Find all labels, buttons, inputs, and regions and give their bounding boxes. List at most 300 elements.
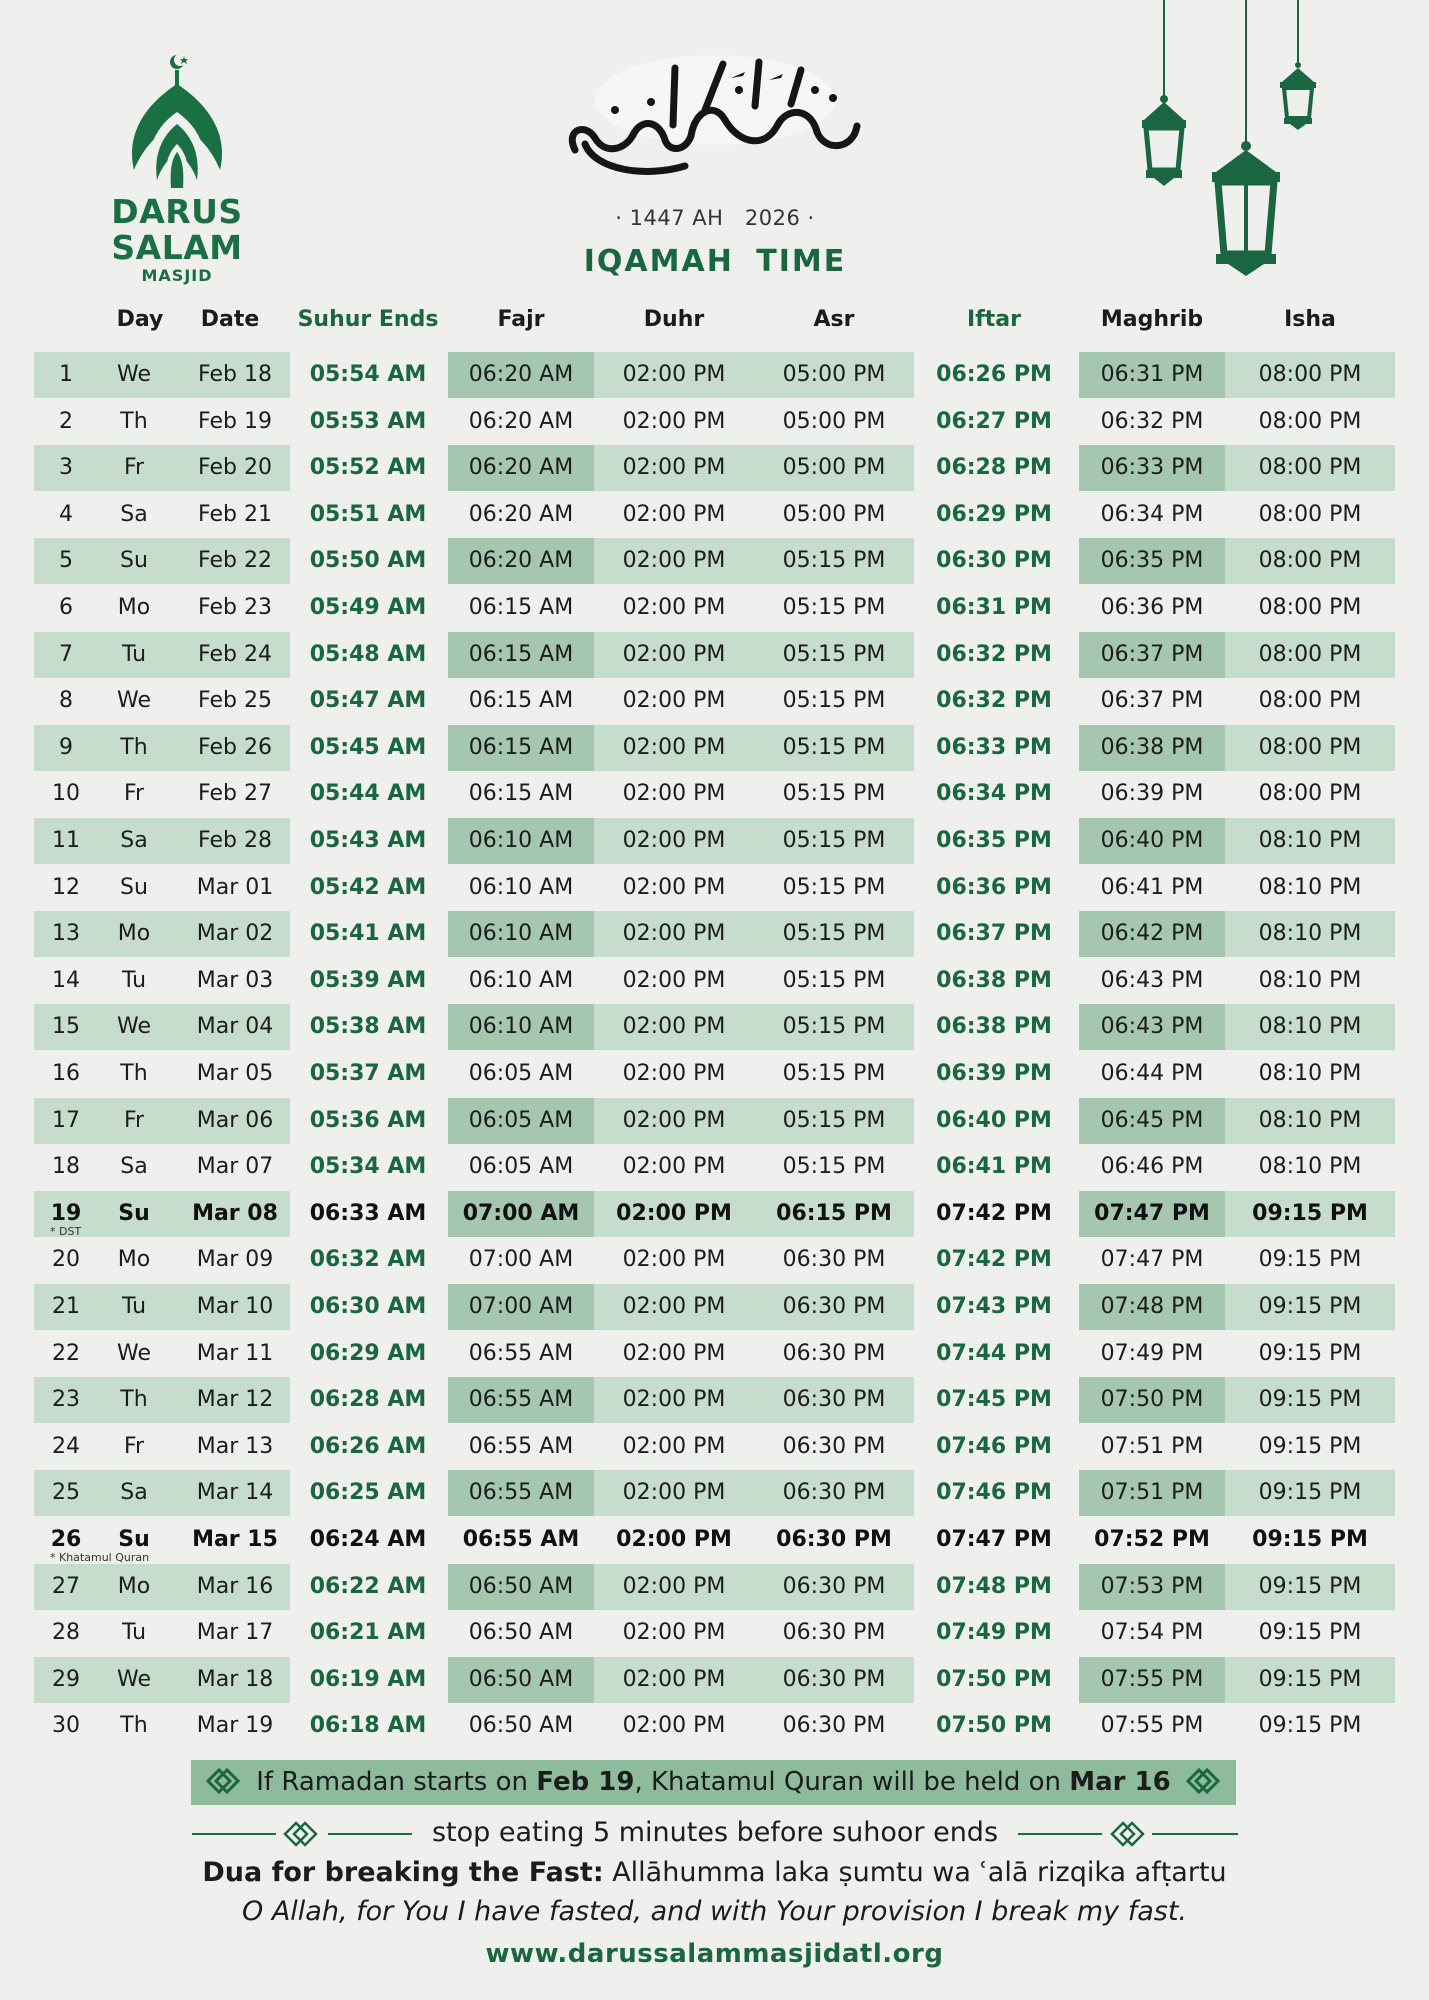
cell-maghrib: 07:48 PM: [1100, 1294, 1204, 1319]
cell-suhur: 05:36 AM: [309, 1107, 427, 1133]
cell-fajr: 06:55 AM: [468, 1433, 574, 1459]
cell-duhr: 02:00 PM: [622, 1154, 726, 1180]
cell-iftar: 06:33 PM: [936, 734, 1052, 760]
cell-maghrib: 06:36 PM: [1100, 595, 1204, 620]
cell-duhr: 02:00 PM: [622, 1573, 726, 1599]
cell-suhur: 06:18 AM: [309, 1713, 427, 1739]
cell-fajr: 06:20 AM: [468, 455, 574, 481]
cell-isha: 09:15 PM: [1258, 1340, 1362, 1366]
cell-fajr: 06:05 AM: [468, 1107, 574, 1133]
cell-duhr: 02:00 PM: [622, 501, 726, 527]
cell-duhr: 02:00 PM: [622, 1666, 726, 1692]
cell-day: We: [117, 688, 151, 714]
cell-duhr: 02:00 PM: [622, 734, 726, 760]
cell-isha: 08:00 PM: [1258, 641, 1362, 667]
dua-label: Dua for breaking the Fast:: [202, 1857, 604, 1888]
cell-date: Feb 21: [198, 501, 272, 527]
column-header-asr: Asr: [813, 307, 855, 332]
cell-date: Feb 20: [198, 455, 272, 481]
cell-day: Sa: [120, 501, 148, 527]
cell-n: 28: [52, 1620, 80, 1646]
suhoor-tip: stop eating 5 minutes before suhoor ends: [431, 1817, 999, 1848]
cell-duhr: 02:00 PM: [622, 1620, 726, 1646]
cell-fajr: 06:50 AM: [468, 1666, 574, 1692]
row-note: * Khatamul Quran: [50, 1551, 150, 1564]
cell-duhr: 02:00 PM: [622, 921, 726, 947]
cell-duhr: 02:00 PM: [622, 595, 726, 620]
cell-maghrib: 06:32 PM: [1100, 408, 1204, 434]
cell-maghrib: 06:41 PM: [1100, 874, 1204, 900]
lanterns-icon: [1120, 0, 1340, 290]
cell-isha: 08:00 PM: [1258, 734, 1362, 760]
cell-iftar: 07:44 PM: [936, 1340, 1052, 1366]
cell-suhur: 05:42 AM: [309, 874, 427, 900]
column-header-date: Date: [200, 307, 260, 332]
cell-isha: 08:00 PM: [1258, 362, 1362, 387]
cell-n: 11: [52, 828, 80, 853]
cell-day: We: [117, 362, 151, 387]
cell-date: Mar 06: [196, 1107, 274, 1133]
cell-maghrib: 07:47 PM: [1100, 1247, 1204, 1273]
cell-date: Feb 24: [198, 641, 272, 667]
cell-date: Feb 19: [198, 408, 272, 434]
cell-iftar: 07:46 PM: [936, 1480, 1052, 1506]
cell-n: 14: [52, 967, 80, 993]
cell-suhur: 05:41 AM: [309, 921, 427, 947]
cell-day: Sa: [120, 1480, 148, 1506]
cell-fajr: 06:15 AM: [468, 688, 574, 714]
cell-maghrib: 06:46 PM: [1100, 1154, 1204, 1180]
cell-date: Mar 10: [196, 1294, 274, 1319]
cell-day: Th: [120, 1387, 148, 1413]
cell-asr: 05:00 PM: [782, 362, 886, 387]
cell-fajr: 06:20 AM: [468, 408, 574, 434]
cell-isha: 08:00 PM: [1258, 501, 1362, 527]
cell-duhr: 02:00 PM: [622, 1107, 726, 1133]
cell-isha: 09:15 PM: [1258, 1666, 1362, 1692]
cell-fajr: 06:55 AM: [468, 1387, 574, 1413]
divider-line: [192, 1833, 276, 1835]
khatamul-banner: [191, 1760, 1236, 1805]
cell-iftar: 06:34 PM: [936, 781, 1052, 807]
cell-date: Mar 01: [196, 874, 274, 900]
cell-asr: 05:15 PM: [782, 874, 886, 900]
cell-isha: 09:15 PM: [1258, 1433, 1362, 1459]
cell-date: Feb 22: [198, 548, 272, 574]
cell-date: Mar 17: [196, 1620, 274, 1646]
cell-asr: 06:15 PM: [776, 1200, 892, 1226]
cell-date: Feb 23: [198, 595, 272, 620]
cell-duhr: 02:00 PM: [622, 641, 726, 667]
cell-day: Su: [120, 548, 148, 574]
cell-asr: 05:15 PM: [782, 921, 886, 947]
cell-date: Feb 28: [198, 828, 272, 853]
cell-n: 16: [52, 1061, 80, 1086]
cell-asr: 06:30 PM: [782, 1713, 886, 1739]
cell-asr: 05:00 PM: [782, 501, 886, 527]
cell-date: Feb 26: [198, 734, 272, 760]
cell-n: 21: [52, 1294, 80, 1319]
cell-fajr: 07:00 AM: [462, 1200, 580, 1226]
cell-fajr: 06:05 AM: [468, 1061, 574, 1086]
cell-duhr: 02:00 PM: [622, 1247, 726, 1273]
cell-fajr: 06:15 AM: [468, 781, 574, 807]
cell-iftar: 06:31 PM: [936, 595, 1052, 620]
cell-n: 23: [52, 1387, 80, 1413]
cell-asr: 05:15 PM: [782, 1154, 886, 1180]
cell-duhr: 02:00 PM: [622, 455, 726, 481]
cell-asr: 05:00 PM: [782, 408, 886, 434]
cell-fajr: 06:50 AM: [468, 1620, 574, 1646]
cell-maghrib: 07:49 PM: [1100, 1340, 1204, 1366]
cell-fajr: 06:10 AM: [468, 828, 574, 853]
cell-date: Mar 14: [196, 1480, 274, 1506]
cell-date: Feb 25: [198, 688, 272, 714]
cell-suhur: 06:25 AM: [309, 1480, 427, 1506]
divider-line: [1152, 1833, 1238, 1835]
cell-n: 22: [52, 1340, 80, 1366]
cell-iftar: 07:47 PM: [936, 1527, 1052, 1552]
cell-duhr: 02:00 PM: [616, 1527, 732, 1552]
cell-isha: 09:15 PM: [1258, 1480, 1362, 1506]
cell-iftar: 06:36 PM: [936, 874, 1052, 900]
cell-maghrib: 06:39 PM: [1100, 781, 1204, 807]
cell-isha: 08:10 PM: [1258, 828, 1362, 853]
cell-date: Mar 15: [192, 1527, 278, 1552]
cell-day: We: [117, 1666, 151, 1692]
column-header-maghrib: Maghrib: [1100, 307, 1204, 332]
cell-duhr: 02:00 PM: [622, 828, 726, 853]
cell-maghrib: 07:54 PM: [1100, 1620, 1204, 1646]
ramadan-kareem-calligraphy: [555, 40, 875, 190]
cell-n: 9: [59, 734, 73, 760]
cell-iftar: 06:40 PM: [936, 1107, 1052, 1133]
cell-iftar: 06:30 PM: [936, 548, 1052, 574]
cell-date: Mar 13: [196, 1433, 274, 1459]
cell-duhr: 02:00 PM: [622, 362, 726, 387]
cell-duhr: 02:00 PM: [622, 548, 726, 574]
diamond-ornament-icon: [283, 1820, 319, 1848]
cell-asr: 05:15 PM: [782, 641, 886, 667]
cell-day: Tu: [121, 967, 147, 993]
diamond-ornament-icon: [1110, 1820, 1146, 1848]
cell-date: Mar 07: [196, 1154, 274, 1180]
cell-asr: 05:15 PM: [782, 828, 886, 853]
cell-fajr: 06:10 AM: [468, 1014, 574, 1040]
cell-isha: 08:00 PM: [1258, 408, 1362, 434]
cell-asr: 06:30 PM: [782, 1433, 886, 1459]
cell-suhur: 05:43 AM: [309, 828, 427, 853]
cell-maghrib: 07:55 PM: [1100, 1666, 1204, 1692]
cell-duhr: 02:00 PM: [622, 1433, 726, 1459]
cell-asr: 05:15 PM: [782, 734, 886, 760]
cell-date: Mar 08: [192, 1200, 278, 1226]
cell-suhur: 05:52 AM: [309, 455, 427, 481]
cell-duhr: 02:00 PM: [622, 688, 726, 714]
cell-n: 20: [52, 1247, 80, 1273]
cell-date: Mar 19: [196, 1713, 274, 1739]
cell-suhur: 05:51 AM: [309, 501, 427, 527]
cell-iftar: 07:42 PM: [936, 1200, 1052, 1226]
cell-asr: 05:15 PM: [782, 548, 886, 574]
cell-asr: 06:30 PM: [782, 1340, 886, 1366]
cell-n: 2: [59, 408, 73, 434]
cell-isha: 08:00 PM: [1258, 595, 1362, 620]
column-header-isha: Isha: [1284, 307, 1336, 332]
cell-fajr: 07:00 AM: [468, 1294, 574, 1319]
cell-maghrib: 07:52 PM: [1094, 1527, 1210, 1552]
cell-iftar: 06:38 PM: [936, 967, 1052, 993]
cell-day: Th: [120, 408, 148, 434]
cell-duhr: 02:00 PM: [622, 1014, 726, 1040]
cell-n: 12: [52, 874, 80, 900]
cell-duhr: 02:00 PM: [616, 1200, 732, 1226]
gregorian-year: 2026: [744, 206, 801, 230]
cell-suhur: 05:47 AM: [309, 688, 427, 714]
cell-iftar: 06:41 PM: [936, 1154, 1052, 1180]
website-link[interactable]: www.darussalammasjidatl.org: [485, 1939, 944, 1969]
cell-isha: 09:15 PM: [1258, 1294, 1362, 1319]
cell-iftar: 06:27 PM: [936, 408, 1052, 434]
cell-asr: 05:00 PM: [782, 455, 886, 481]
cell-day: Fr: [123, 455, 145, 481]
masjid-logo: [62, 52, 292, 286]
cell-day: We: [117, 1340, 151, 1366]
column-header-fajr: Fajr: [497, 307, 545, 332]
cell-day: Mo: [117, 1247, 151, 1273]
cell-iftar: 06:29 PM: [936, 501, 1052, 527]
cell-day: Sa: [120, 1154, 148, 1180]
cell-n: 8: [59, 688, 73, 714]
cell-suhur: 05:53 AM: [309, 408, 427, 434]
cell-date: Mar 11: [196, 1340, 274, 1366]
cell-suhur: 06:28 AM: [309, 1387, 427, 1413]
column-header-suhur: Suhur Ends: [297, 307, 439, 332]
cell-n: 27: [52, 1573, 80, 1599]
cell-suhur: 05:48 AM: [309, 641, 427, 667]
column-header-iftar: Iftar: [967, 307, 1021, 332]
cell-duhr: 02:00 PM: [622, 1713, 726, 1739]
cell-date: Feb 27: [198, 781, 272, 807]
cell-asr: 06:30 PM: [782, 1387, 886, 1413]
cell-date: Mar 04: [196, 1014, 274, 1040]
cell-fajr: 06:10 AM: [468, 921, 574, 947]
column-header-day: Day: [116, 307, 164, 332]
cell-fajr: 07:00 AM: [468, 1247, 574, 1273]
cell-suhur: 05:37 AM: [309, 1061, 427, 1086]
cell-day: Tu: [121, 1620, 147, 1646]
cell-asr: 05:15 PM: [782, 1061, 886, 1086]
cell-asr: 05:15 PM: [782, 1014, 886, 1040]
cell-suhur: 06:30 AM: [309, 1294, 427, 1319]
cell-n: 17: [52, 1107, 80, 1133]
cell-suhur: 06:33 AM: [309, 1200, 427, 1226]
cell-maghrib: 06:42 PM: [1100, 921, 1204, 947]
cell-duhr: 02:00 PM: [622, 1294, 726, 1319]
cell-isha: 08:10 PM: [1258, 1014, 1362, 1040]
cell-iftar: 07:50 PM: [936, 1666, 1052, 1692]
cell-maghrib: 06:37 PM: [1100, 688, 1204, 714]
cell-asr: 05:15 PM: [782, 595, 886, 620]
cell-day: Tu: [121, 641, 147, 667]
cell-maghrib: 07:55 PM: [1100, 1713, 1204, 1739]
cell-n: 25: [52, 1480, 80, 1506]
cell-iftar: 06:38 PM: [936, 1014, 1052, 1040]
row-note: * DST: [50, 1224, 82, 1238]
cell-maghrib: 06:45 PM: [1100, 1107, 1204, 1133]
cell-suhur: 05:34 AM: [309, 1154, 427, 1180]
cell-maghrib: 06:40 PM: [1100, 828, 1204, 853]
cell-fajr: 06:55 AM: [468, 1480, 574, 1506]
cell-day: We: [117, 1014, 151, 1040]
cell-iftar: 07:48 PM: [936, 1573, 1052, 1599]
cell-duhr: 02:00 PM: [622, 1340, 726, 1366]
cell-n: 3: [59, 455, 73, 481]
cell-iftar: 06:32 PM: [936, 688, 1052, 714]
cell-iftar: 06:26 PM: [936, 362, 1052, 387]
cell-n: 1: [59, 362, 73, 387]
cell-fajr: 06:20 AM: [468, 501, 574, 527]
cell-suhur: 05:45 AM: [309, 734, 427, 760]
cell-maghrib: 06:33 PM: [1100, 455, 1204, 481]
cell-isha: 08:10 PM: [1258, 1154, 1362, 1180]
cell-fajr: 06:55 AM: [462, 1527, 580, 1552]
cell-n: 13: [52, 921, 80, 947]
banner-date-khatam: Mar 16: [1069, 1767, 1171, 1797]
cell-isha: 09:15 PM: [1252, 1527, 1368, 1552]
cell-maghrib: 07:51 PM: [1100, 1433, 1204, 1459]
banner-text-mid: , Khatamul Quran will be held on: [634, 1767, 1070, 1797]
cell-maghrib: 06:38 PM: [1100, 734, 1204, 760]
cell-maghrib: 06:34 PM: [1100, 501, 1204, 527]
cell-n: 26: [50, 1527, 82, 1552]
cell-iftar: 07:49 PM: [936, 1620, 1052, 1646]
cell-date: Mar 12: [196, 1387, 274, 1413]
cell-day: Fr: [123, 781, 145, 807]
cell-duhr: 02:00 PM: [622, 967, 726, 993]
cell-day: Th: [120, 734, 148, 760]
cell-maghrib: 07:50 PM: [1100, 1387, 1204, 1413]
cell-suhur: 05:38 AM: [309, 1014, 427, 1040]
cell-day: Th: [120, 1061, 148, 1086]
cell-day: Th: [120, 1713, 148, 1739]
cell-suhur: 06:29 AM: [309, 1340, 427, 1366]
cell-duhr: 02:00 PM: [622, 1480, 726, 1506]
cell-suhur: 05:49 AM: [309, 595, 427, 620]
page-title: IQAMAH TIME: [583, 244, 847, 279]
cell-duhr: 02:00 PM: [622, 874, 726, 900]
cell-isha: 08:00 PM: [1258, 548, 1362, 574]
cell-suhur: 05:54 AM: [309, 362, 427, 387]
cell-fajr: 06:15 AM: [468, 641, 574, 667]
cell-maghrib: 06:37 PM: [1100, 641, 1204, 667]
cell-maghrib: 07:53 PM: [1100, 1573, 1204, 1599]
cell-iftar: 06:37 PM: [936, 921, 1052, 947]
cell-isha: 09:15 PM: [1258, 1713, 1362, 1739]
cell-duhr: 02:00 PM: [622, 1061, 726, 1086]
cell-duhr: 02:00 PM: [622, 781, 726, 807]
cell-n: 18: [52, 1154, 80, 1180]
dome-icon: [112, 52, 242, 192]
cell-date: Mar 05: [196, 1061, 274, 1086]
cell-date: Mar 16: [196, 1573, 274, 1599]
cell-day: Mo: [117, 1573, 151, 1599]
dua-text: Allāhumma laka ṣumtu wa ʿalā rizqika afṭartu: [603, 1857, 1227, 1888]
cell-asr: 06:30 PM: [782, 1666, 886, 1692]
dua-line: [150, 1853, 1279, 1893]
cell-asr: 05:15 PM: [782, 967, 886, 993]
cell-maghrib: 06:31 PM: [1100, 362, 1204, 387]
cell-suhur: 06:26 AM: [309, 1433, 427, 1459]
cell-isha: 09:15 PM: [1258, 1620, 1362, 1646]
cell-fajr: 06:55 AM: [468, 1340, 574, 1366]
cell-n: 30: [52, 1713, 80, 1739]
cell-n: 15: [52, 1014, 80, 1040]
cell-fajr: 06:50 AM: [468, 1573, 574, 1599]
cell-fajr: 06:05 AM: [468, 1154, 574, 1180]
cell-day: Su: [120, 874, 148, 900]
cell-suhur: 06:24 AM: [309, 1527, 427, 1552]
cell-suhur: 05:44 AM: [309, 781, 427, 807]
cell-fajr: 06:10 AM: [468, 967, 574, 993]
cell-asr: 06:30 PM: [782, 1247, 886, 1273]
cell-duhr: 02:00 PM: [622, 408, 726, 434]
cell-asr: 05:15 PM: [782, 688, 886, 714]
cell-day: Su: [118, 1527, 150, 1552]
cell-iftar: 06:28 PM: [936, 455, 1052, 481]
cell-n: 7: [59, 641, 73, 667]
cell-asr: 06:30 PM: [776, 1527, 892, 1552]
masjid-name: DARUS SALAM: [111, 192, 243, 267]
cell-maghrib: 06:35 PM: [1100, 548, 1204, 574]
cell-fajr: 06:20 AM: [468, 362, 574, 387]
cell-maghrib: 06:43 PM: [1100, 1014, 1204, 1040]
cell-suhur: 06:22 AM: [309, 1573, 427, 1599]
hijri-year: 1447 AH: [629, 206, 724, 230]
cell-iftar: 06:35 PM: [936, 828, 1052, 853]
cell-iftar: 07:46 PM: [936, 1433, 1052, 1459]
cell-asr: 06:30 PM: [782, 1480, 886, 1506]
cell-n: 5: [59, 548, 73, 574]
cell-n: 10: [52, 781, 80, 807]
cell-isha: 08:00 PM: [1258, 455, 1362, 481]
cell-date: Mar 02: [196, 921, 274, 947]
cell-maghrib: 06:43 PM: [1100, 967, 1204, 993]
cell-iftar: 07:45 PM: [936, 1387, 1052, 1413]
cell-suhur: 06:32 AM: [309, 1247, 427, 1273]
cell-n: 6: [59, 595, 73, 620]
cell-asr: 06:30 PM: [782, 1294, 886, 1319]
cell-fajr: 06:50 AM: [468, 1713, 574, 1739]
cell-asr: 06:30 PM: [782, 1620, 886, 1646]
cell-day: Tu: [121, 1294, 147, 1319]
cell-isha: 09:15 PM: [1252, 1200, 1368, 1226]
cell-isha: 08:10 PM: [1258, 967, 1362, 993]
cell-suhur: 06:21 AM: [309, 1620, 427, 1646]
cell-asr: 05:15 PM: [782, 781, 886, 807]
cell-duhr: 02:00 PM: [622, 1387, 726, 1413]
divider-line: [1018, 1833, 1102, 1835]
cell-isha: 08:10 PM: [1258, 874, 1362, 900]
cell-isha: 08:00 PM: [1258, 781, 1362, 807]
banner-date-start: Feb 19: [536, 1767, 635, 1797]
cell-isha: 08:00 PM: [1258, 688, 1362, 714]
cell-iftar: 07:42 PM: [936, 1247, 1052, 1273]
cell-iftar: 06:32 PM: [936, 641, 1052, 667]
cell-date: Mar 18: [196, 1666, 274, 1692]
cell-n: 29: [52, 1666, 80, 1692]
cell-day: Fr: [123, 1433, 145, 1459]
